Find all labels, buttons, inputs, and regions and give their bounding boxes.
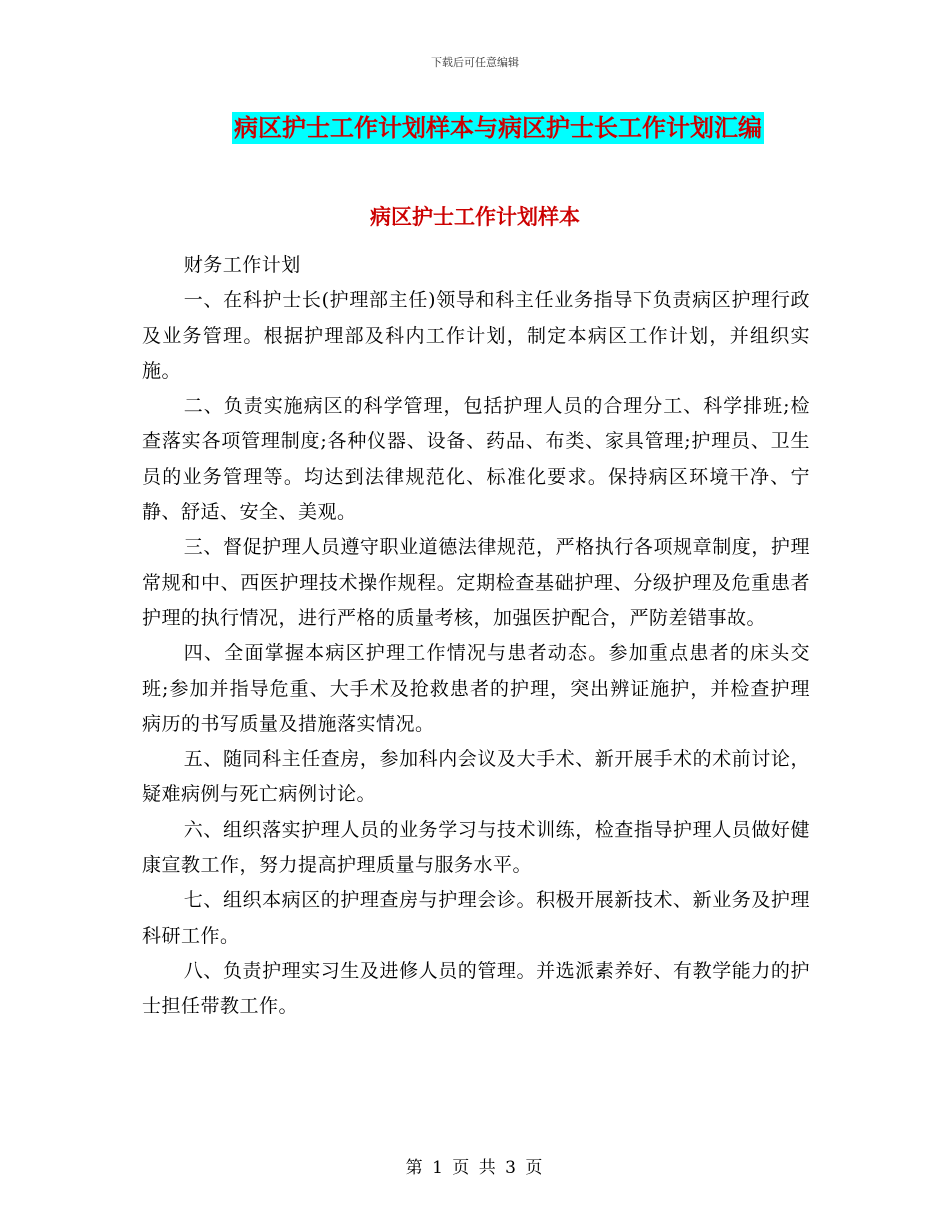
paragraph-item-6: 六、组织落实护理人员的业务学习与技术训练，检查指导护理人员做好健康宣教工作，努力提高护理质量与服务水平。 — [142, 818, 810, 877]
paragraph-item-7: 七、组织本病区的护理查房与护理会诊。积极开展新技术、新业务及护理科研工作。 — [142, 889, 810, 947]
section-title: 病区护士工作计划样本 — [370, 205, 580, 229]
paragraph-heading: 财务工作计划 — [183, 254, 301, 276]
body-content — [142, 248, 810, 1025]
paragraph-item-2: 二、负责实施病区的科学管理，包括护理人员的合理分工、科学排班;检查落实各项管理制度;各种仪器、设备、药品、布类、家具管理;护理员、卫生员的业务管理等。均达到法律规范化、标准化要求。保持病区环境干净、宁静、舒适、安全、美观。 — [142, 395, 810, 524]
paragraph-item-4: 四、全面掌握本病区护理工作情况与患者动态。参加重点患者的床头交班;参加并指导危重、大手术及抢救患者的护理，突出辨证施护，并检查护理病历的书写质量及措施落实情况。 — [142, 642, 810, 735]
paragraph-item-3: 三、督促护理人员遵守职业道德法律规范，严格执行各项规章制度，护理常规和中、西医护理技术操作规程。定期检查基础护理、分级护理及危重患者护理的执行情况，进行严格的质量考核，加强医护配合，严防差错事故。 — [142, 536, 810, 629]
header-note: 下载后可任意编辑 — [431, 56, 519, 69]
paragraph-item-8: 八、负责护理实习生及进修人员的管理。并选派素养好、有教学能力的护士担任带教工作。 — [142, 959, 810, 1018]
paragraph-item-1: 一、在科护士长(护理部主任)领导和科主任业务指导下负责病区护理行政及业务管理。根据护理部及科内工作计划，制定本病区工作计划，并组织实施。 — [142, 289, 810, 382]
page-number: 第 1 页 共 3 页 — [405, 1158, 545, 1178]
main-title-container — [0, 112, 950, 144]
main-title: 病区护士工作计划样本与病区护士长工作计划汇编 — [234, 114, 762, 142]
paragraph-item-5: 五、随同科主任查房，参加科内会议及大手术、新开展手术的术前讨论，疑难病例与死亡病例讨论。 — [142, 748, 810, 806]
